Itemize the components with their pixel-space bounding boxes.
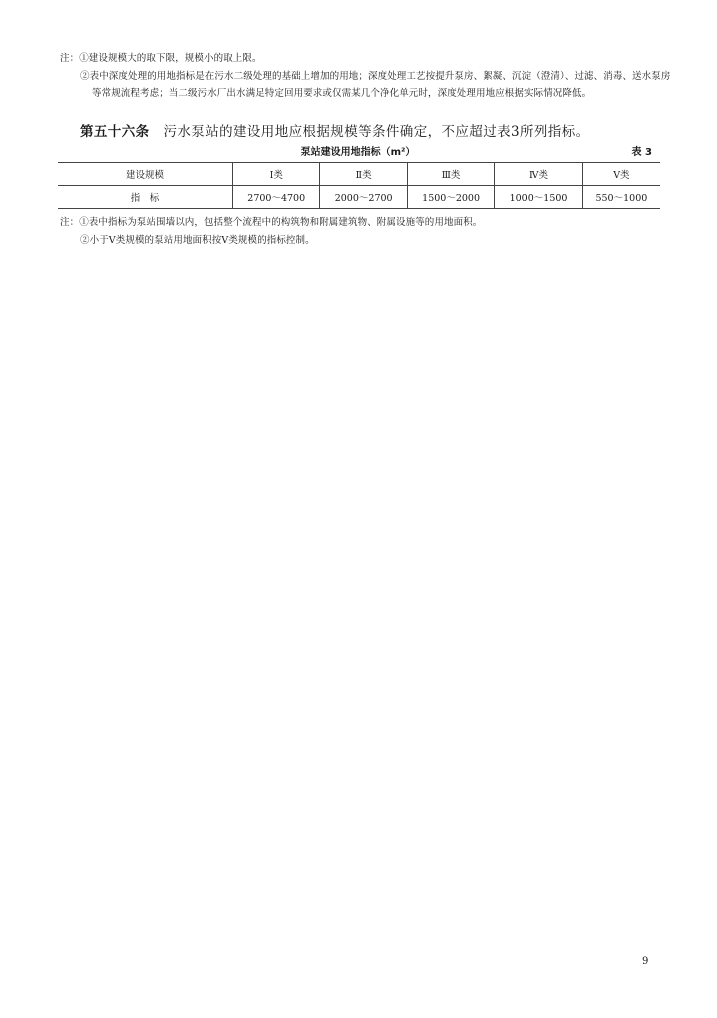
article-text: 污水泵站的建设用地应根据规模等条件确定，不应超过表3所列指标。 xyxy=(163,124,590,140)
header-cell-class-1: Ⅰ类 xyxy=(233,163,320,186)
row-label: 指 标 xyxy=(58,186,233,209)
note-bottom-1: 注：①表中指标为泵站围墙以内，包括整个流程中的构筑物和附属建筑物、附属设施等的用地面积。 xyxy=(60,217,483,228)
header-cell-class-2: Ⅱ类 xyxy=(320,163,407,186)
note-top-2-text: ②表中深度处理的用地指标是在污水二级处理的基础上增加的用地；深度处理工艺按提升泵房、絮凝、沉淀（澄清）、过滤、消毒、送水泵房等常规流程考虑；当二级污水厂出水满足特定回用要求或仅需某几个净化单元时，深度处理用地应根据实际情况降低。 xyxy=(80,71,671,99)
header-cell-class-3: Ⅲ类 xyxy=(407,163,494,186)
note-top-1: 注：①建设规模大的取下限，规模小的取上限。 xyxy=(60,53,262,64)
note-top-2 xyxy=(60,68,672,102)
article-number: 第五十六条 xyxy=(80,124,150,140)
article-56 xyxy=(80,120,590,140)
value-cell-class-5: 550～1000 xyxy=(582,186,660,209)
table-title: 泵站建设用地指标（m²） xyxy=(300,147,416,158)
table-header-row xyxy=(58,163,660,186)
page-number: 9 xyxy=(642,956,649,967)
header-cell-class-5: Ⅴ类 xyxy=(582,163,660,186)
value-cell-class-2: 2000～2700 xyxy=(320,186,407,209)
value-cell-class-1: 2700～4700 xyxy=(233,186,320,209)
table-number: 表 3 xyxy=(631,147,652,158)
note-bottom-2: ②小于Ⅴ类规模的泵站用地面积按Ⅴ类规模的指标控制。 xyxy=(80,235,315,246)
value-cell-class-3: 1500～2000 xyxy=(407,186,494,209)
value-cell-class-4: 1000～1500 xyxy=(495,186,582,209)
table-row xyxy=(58,186,660,209)
header-cell-class-4: Ⅳ类 xyxy=(495,163,582,186)
land-use-table xyxy=(58,162,660,209)
header-cell-scale: 建设规模 xyxy=(58,163,233,186)
